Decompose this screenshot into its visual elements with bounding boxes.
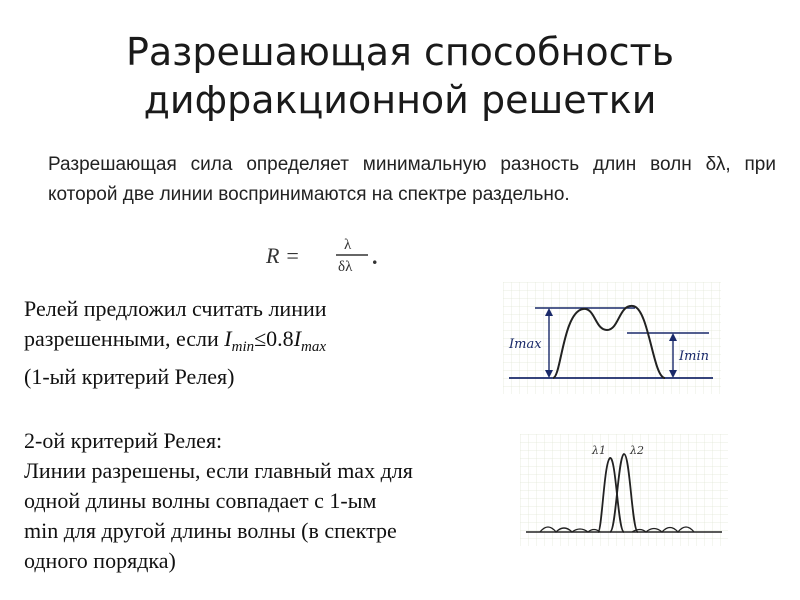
criterion2-line-4: min для другой длины волны (в спектре <box>24 518 397 543</box>
formula-denominator: δλ <box>338 259 353 275</box>
criterion2-line-3: одной длины волны совпадает с 1-ым <box>24 488 377 513</box>
figure2-label-lambda1: λ1 <box>592 444 606 457</box>
rayleigh-criterion-1 <box>24 294 484 392</box>
figure-rayleigh-1 <box>503 282 721 394</box>
title-line-2: дифракционной решетки <box>143 78 657 122</box>
var-i-max: I <box>293 326 302 351</box>
formula-lhs: R = <box>266 243 300 268</box>
slide-title <box>40 28 760 124</box>
figure-rayleigh-2 <box>520 434 728 546</box>
resolving-power-formula <box>262 233 392 277</box>
criterion1-line-2 <box>24 324 484 362</box>
formula-numerator: λ <box>344 237 352 253</box>
var-i-min: I <box>224 326 232 351</box>
figure2-label-lambda2: λ2 <box>630 444 644 457</box>
criterion2-line-5: одного порядка) <box>24 548 176 573</box>
criterion1-line-3: (1-ый критерий Релея) <box>24 364 235 389</box>
criterion2-line-1: 2-ой критерий Релея: <box>24 428 223 453</box>
formula-period: . <box>372 244 378 269</box>
subscript-max: max <box>301 339 327 355</box>
criterion1-line-2-text: разрешенными, если <box>24 326 225 351</box>
criterion2-line-2: Линии разрешены, если главный max для <box>24 458 413 483</box>
figure2-grid <box>520 434 728 546</box>
rayleigh-criterion-2 <box>24 426 504 576</box>
intro-paragraph: Разрешающая сила определяет минимальную разность длин волн δλ, при которой две линии воспринимаются на спектре раздельно. <box>48 154 776 205</box>
figure1-label-imin: Imin <box>679 349 709 364</box>
relation-text: ≤0.8 <box>254 326 294 351</box>
title-line-1: Разрешающая способность <box>125 30 675 74</box>
criterion1-line-1: Релей предложил считать линии <box>24 296 327 321</box>
subscript-min: min <box>231 339 255 355</box>
figure1-label-imax: Imax <box>509 337 542 352</box>
